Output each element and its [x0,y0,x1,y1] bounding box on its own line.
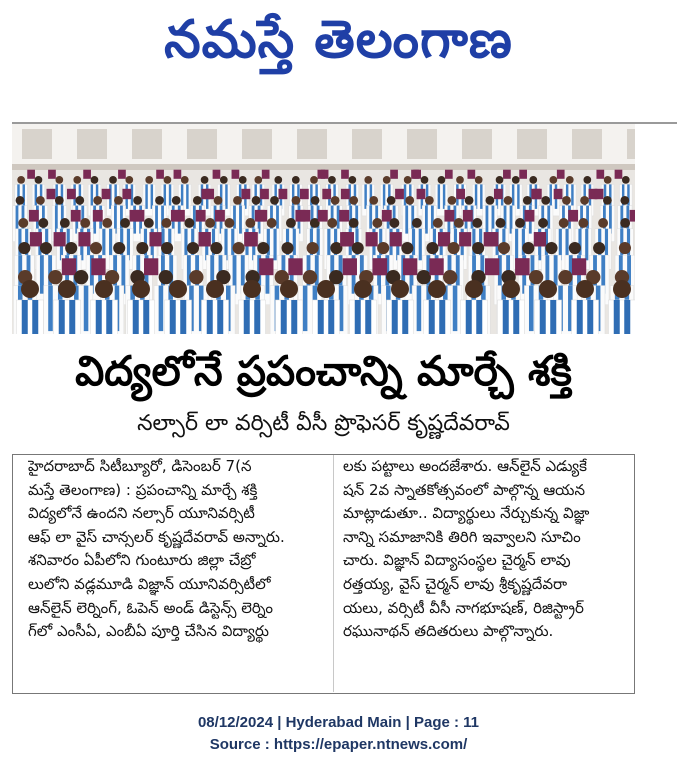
article-line: ఆన్‌లైన్ లెర్నింగ్, ఓపెన్ అండ్ డిస్టెన్స్ లెర్నిం [28,598,273,617]
article-line: మాట్లాడుతూ.. విద్యార్థులు నేర్చుకున్న విజ్ఞా [343,504,590,523]
article-line: హైదరాబాద్ సిటీబ్యూరో, డిసెంబర్ 7(న [28,457,252,475]
article-line: రత్తయ్య, వైస్ చైర్మన్ లావు శ్రీకృష్ణదేవరా [343,574,568,593]
edition-footer [0,712,677,756]
article-column-right [343,455,633,644]
article-subheadline: నల్సార్ లా వర్సిటీ వీసీ ప్రొఫెసర్ కృష్ణదేవరావ్ [137,411,510,436]
article-line: గ్‌లో ఎంసీఏ, ఎంబీఏ పూర్తి చేసిన విద్యార్థు [28,622,269,641]
masthead [0,0,677,84]
article-column-left [28,455,318,644]
newspaper-logo: నమస్తే తెలంగాణ [164,9,513,70]
article-line: నాన్ని సమాజానికి తిరిగి ఇవ్వాలని సూచిం [343,527,581,546]
article-line: రఘునాథన్ తదితరులు పాల్గొన్నారు. [343,622,554,641]
edition-info: 08/12/2024 | Hyderabad Main | Page : 11 [197,714,480,731]
article-line: లకు పట్టాలు అందజేశారు. ఆన్‌లైన్ ఎడ్యుకే [343,457,588,475]
article-headline: విద్యలోనే ప్రపంచాన్ని మార్చే శక్తి [75,347,572,395]
article-line: చారు. విజ్ఞాన్ విద్యాసంస్థల చైర్మన్ లావు [343,551,571,570]
source-link[interactable]: Source : https://epaper.ntnews.com/ [209,736,468,753]
article-line: శనివారం ఏపీలోని గుంటూరు జిల్లా చేబ్రో [28,551,256,570]
article-line: విద్యలోనే ఉందని నల్సార్ యూనివర్సిటీ [28,504,255,523]
article-line: షన్ 2వ స్నాతకోత్సవంలో పాల్గొన్న ఆయన [343,480,586,499]
article-photo [12,124,635,334]
article-line: మస్తే తెలంగాణ) : ప్రపంచాన్ని మార్చే శక్తి [28,480,258,499]
article-line: యలు, వర్సిటీ వీసీ నాగభూషణ్, రిజిస్ట్రార్ [343,598,584,617]
article-line: లులోని వడ్లమూడి విజ్ఞాన్ యూనివర్సిటీలో [28,574,271,593]
graduation-crowd-image [12,124,635,334]
article-line: ఆఫ్ లా వైస్ చాన్సలర్ కృష్ణదేవరావ్ అన్నారు. [28,527,285,546]
column-divider [333,455,334,692]
